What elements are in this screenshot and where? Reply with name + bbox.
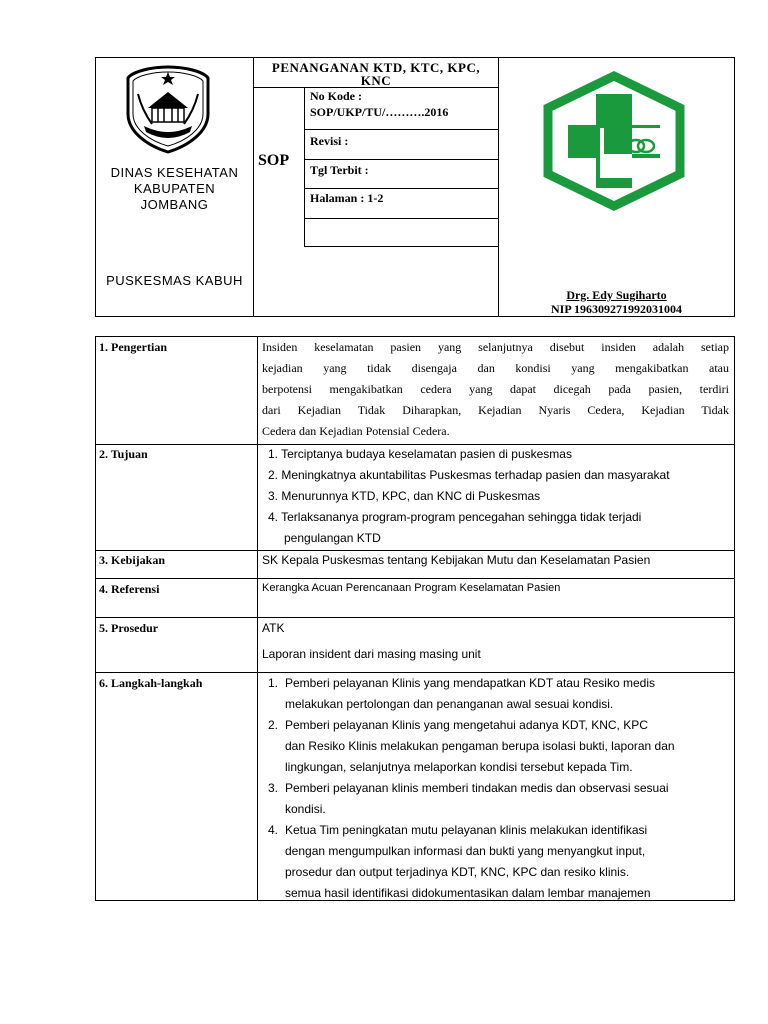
langkah-num: 3. <box>268 781 279 795</box>
prosedur-line-2: Laporan insident dari masing masing unit <box>262 647 481 661</box>
langkah-line: dan Resiko Klinis melakukan pengaman berupa isolasi bukti, laporan dan <box>285 739 675 753</box>
prosedur-line-1: ATK <box>262 621 285 635</box>
referensi-text: Kerangka Acuan Perencanaan Program Keselamatan Pasien <box>262 582 561 594</box>
agency-line-1: DINAS KESEHATAN <box>110 165 239 180</box>
tujuan-label: 2. Tujuan <box>99 447 148 461</box>
langkah-line: dengan mengumpulkan informasi dan bukti yang menyangkut input, <box>285 844 646 858</box>
kebijakan-label: 3. Kebijakan <box>99 553 166 567</box>
pengertian-label: 1. Pengertian <box>99 340 167 354</box>
langkah-line: kondisi. <box>285 802 326 816</box>
agency-line-2: KABUPATEN <box>133 181 216 196</box>
halaman-field: Halaman : 1-2 <box>310 191 384 205</box>
tujuan-item: 2. Meningkatnya akuntabilitas Puskesmas terhadap pasien dan masyarakat <box>268 468 670 482</box>
agency-line-3: JOMBANG <box>140 197 209 212</box>
pengertian-line: berpotensi mengakibatkan cedera yang dapat dicegah pada pasien, terdiri <box>262 382 729 396</box>
langkah-num: 2. <box>268 718 279 732</box>
puskesmas-logo <box>540 70 688 212</box>
jombang-emblem-logo <box>122 64 214 154</box>
doc-title-line-1: PENANGANAN KTD, KTC, KPC, <box>271 60 481 75</box>
tujuan-item: 1. Terciptanya budaya keselamatan pasien di puskesmas <box>268 447 572 461</box>
referensi-label: 4. Referensi <box>99 582 160 596</box>
doc-title-line-2: KNC <box>360 73 392 88</box>
langkah-line: Pemberi pelayanan Klinis yang mendapatkan KDT atau Resiko medis <box>285 676 655 690</box>
signer-nip: NIP 196309271992031004 <box>550 302 682 316</box>
tujuan-item: 4. Terlaksananya program-program pencegahan sehingga tidak terjadi <box>268 510 642 524</box>
signer-name: Drg. Edy Sugiharto <box>566 288 667 302</box>
langkah-line: Pemberi pelayanan Klinis yang mengetahui adanya KDT, KNC, KPC <box>285 718 648 732</box>
pengertian-line: Cedera dan Kejadian Potensial Cedera. <box>262 424 450 438</box>
langkah-line: prosedur dan output terjadinya KDT, KNC, KPC dan resiko klinis. <box>285 865 630 879</box>
kebijakan-text: SK Kepala Puskesmas tentang Kebijakan Mutu dan Keselamatan Pasien <box>262 553 651 567</box>
tujuan-item: 3. Menurunnya KTD, KPC, dan KNC di Puskesmas <box>268 489 541 503</box>
langkah-line: melakukan pertolongan dan penanganan awal sesuai kondisi. <box>285 697 614 711</box>
no-kode-value: SOP/UKP/TU/……….2016 <box>310 105 449 119</box>
langkah-line: semua hasil identifikasi didokumentasikan dalam lembar manajemen <box>285 886 651 900</box>
pengertian-line: dari Kejadian Tidak Diharapkan, Kejadian Nyaris Cedera, Kejadian Tidak <box>262 403 729 417</box>
langkah-num: 1. <box>268 676 279 690</box>
pengertian-line: kejadian yang tidak disengaja dan kondisi yang mengakibatkan atau <box>262 361 729 375</box>
langkah-line: lingkungan, selanjutnya melaporkan kondisi tersebut kepada Tim. <box>285 760 633 774</box>
revisi-field: Revisi : <box>310 134 349 148</box>
tujuan-item-continued: pengulangan KTD <box>284 531 381 545</box>
puskesmas-name: PUSKESMAS KABUH <box>106 273 243 288</box>
no-kode-label: No Kode : <box>310 89 362 103</box>
tgl-terbit-field: Tgl Terbit : <box>310 163 369 177</box>
langkah-line: Ketua Tim peningkatan mutu pelayanan klinis melakukan identifikasi <box>285 823 648 837</box>
langkah-label: 6. Langkah-langkah <box>99 676 203 690</box>
sop-label: SOP <box>258 152 290 169</box>
langkah-line: Pemberi pelayanan klinis memberi tindakan medis dan observasi sesuai <box>285 781 669 795</box>
langkah-num: 4. <box>268 823 279 837</box>
pengertian-line: Insiden keselamatan pasien yang selanjutnya disebut insiden adalah setiap <box>262 340 729 354</box>
prosedur-label: 5. Prosedur <box>99 621 159 635</box>
